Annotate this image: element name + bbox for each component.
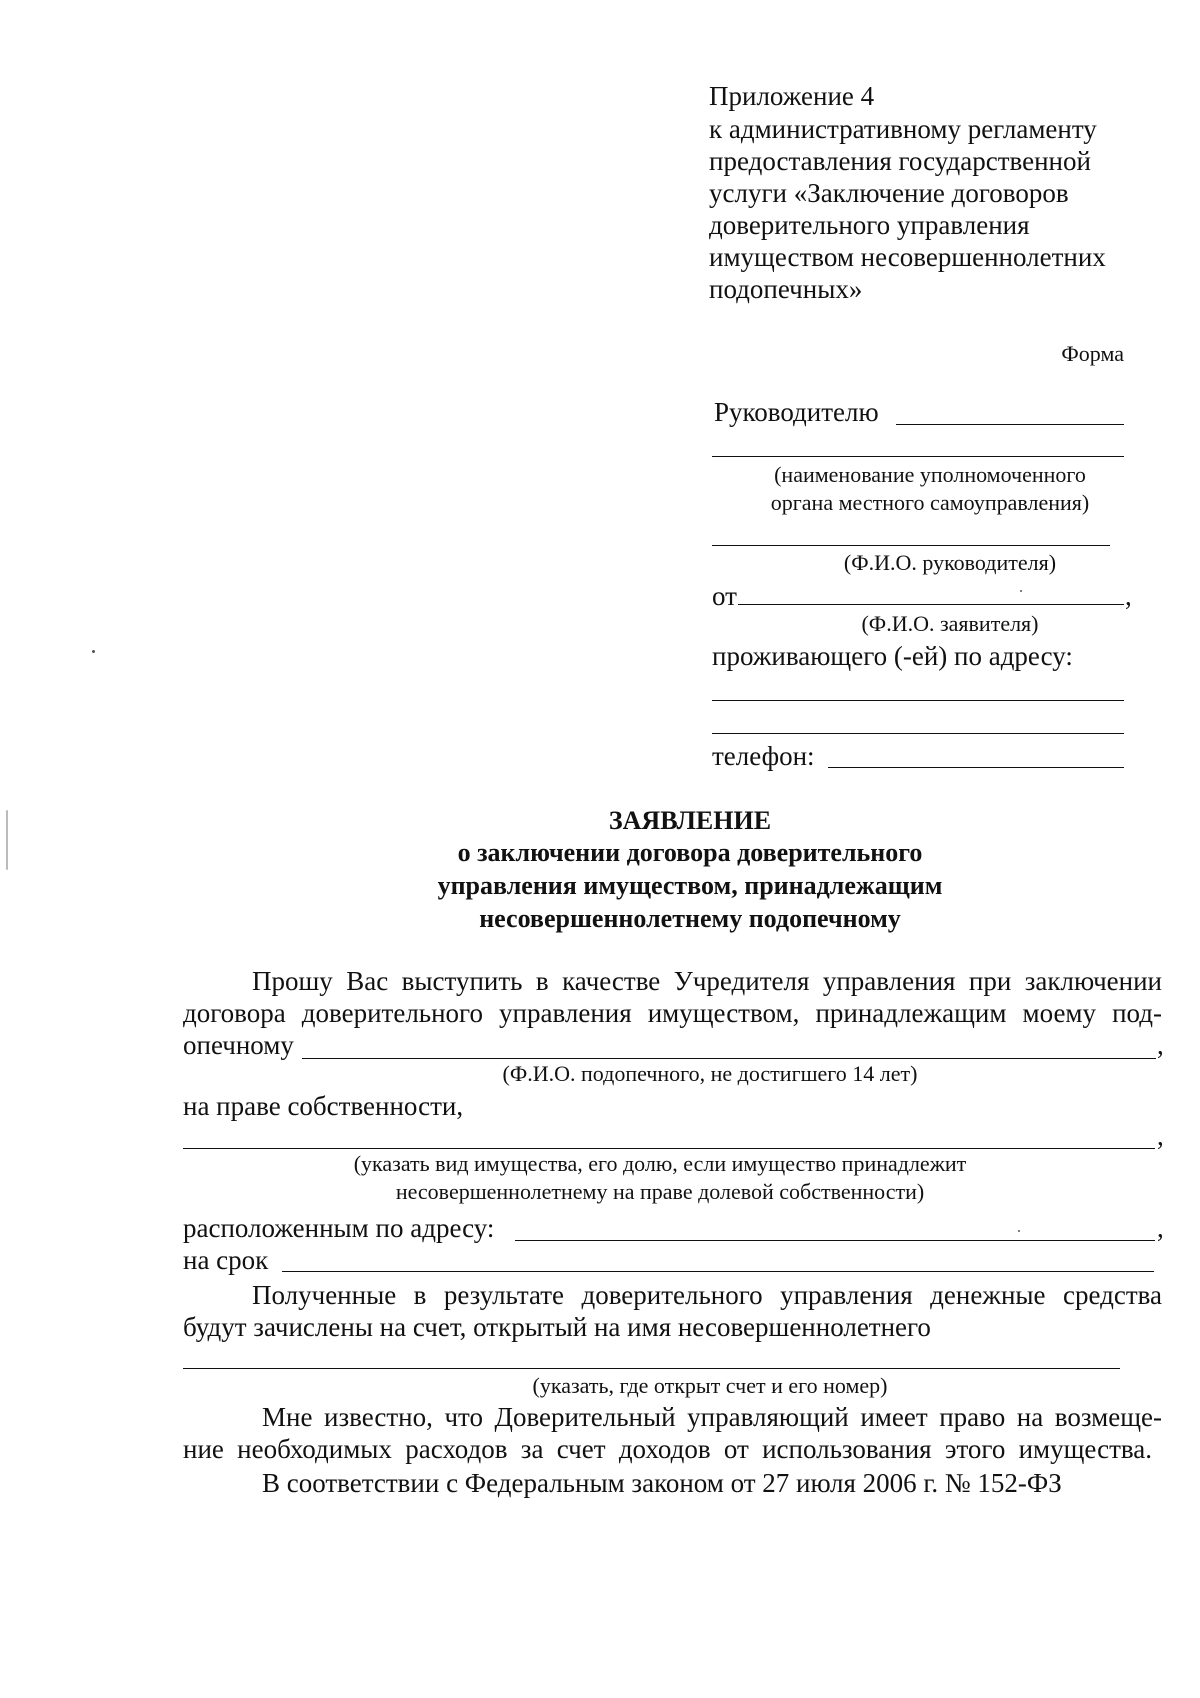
- term-label: на срок: [183, 1245, 269, 1275]
- appendix-line: имуществом несовершеннолетних: [709, 242, 1106, 272]
- paragraph-line: ние необходимых расходов за счет доходов от использования этого имущества.: [183, 1434, 1152, 1464]
- document-subtitle: управления имуществом, принадлежащим: [437, 871, 943, 900]
- scan-edge-mark: [6, 810, 8, 870]
- phone-field[interactable]: [828, 767, 1124, 768]
- address-label: проживающего (-ей) по адресу:: [712, 641, 1073, 671]
- address-field-line-1[interactable]: [712, 700, 1124, 701]
- scan-speck: [1020, 590, 1022, 592]
- property-caption: несовершеннолетнему на праве долевой собственности): [395, 1179, 925, 1204]
- term-field[interactable]: [282, 1271, 1154, 1272]
- comma: ,: [1125, 581, 1132, 611]
- appendix-line: к административному регламенту: [709, 114, 1097, 144]
- authority-caption: (наименование уполномоченного: [774, 462, 1086, 487]
- scan-speck: [1018, 1230, 1020, 1232]
- form-label: Форма: [1061, 341, 1124, 366]
- applicant-caption: (Ф.И.О. заявителя): [861, 611, 1039, 636]
- paragraph-line: В соответствии с Федеральным законом от 27 июля 2006 г. № 152-ФЗ: [262, 1468, 1062, 1498]
- comma: ,: [1157, 1030, 1164, 1060]
- comma: ,: [1157, 1121, 1164, 1151]
- appendix-title: Приложение 4: [709, 81, 875, 111]
- appendix-line: доверительного управления: [709, 210, 1030, 240]
- appendix-line: подопечных»: [709, 274, 863, 304]
- scan-speck: [92, 650, 95, 653]
- from-label: от: [712, 581, 737, 611]
- paragraph-line: будут зачислены на счет, открытый на имя несовершеннолетнего: [183, 1312, 931, 1342]
- appendix-line: услуги «Заключение договоров: [709, 178, 1069, 208]
- head-name-field[interactable]: [712, 545, 1110, 546]
- address-field-line-2[interactable]: [712, 733, 1124, 734]
- head-caption: (Ф.И.О. руководителя): [843, 550, 1057, 575]
- authority-caption: органа местного самоуправления): [770, 490, 1090, 515]
- property-caption: (указать вид имущества, его долю, если имущество принадлежит: [353, 1151, 967, 1176]
- addressee-label: Руководителю: [714, 397, 879, 427]
- document-subtitle: несовершеннолетнему подопечному: [479, 904, 901, 933]
- account-caption: (указать, где открыт счет и его номер): [532, 1373, 888, 1398]
- ward-name-field[interactable]: [302, 1058, 1156, 1059]
- addressee-name-field[interactable]: [896, 424, 1124, 425]
- location-label: расположенным по адресу:: [183, 1213, 495, 1243]
- ward-caption: (Ф.И.О. подопечного, не достигшего 14 лет): [502, 1061, 918, 1086]
- document-subtitle: о заключении договора доверительного: [457, 838, 923, 867]
- property-field[interactable]: [183, 1148, 1155, 1149]
- property-address-field[interactable]: [515, 1240, 1155, 1241]
- ward-label: опечному: [183, 1030, 294, 1060]
- phone-label: телефон:: [712, 741, 815, 771]
- applicant-name-field[interactable]: [738, 604, 1124, 605]
- paragraph-line: Прошу Вас выступить в качестве Учредителя управления при заключении: [252, 966, 1162, 996]
- paragraph-line: договора доверительного управления имуществом, принадлежащим моему под-: [183, 998, 1162, 1028]
- paragraph-line: Полученные в результате доверительного управления денежные средства: [252, 1280, 1162, 1310]
- comma: ,: [1157, 1213, 1164, 1243]
- account-field[interactable]: [183, 1368, 1120, 1369]
- appendix-line: предоставления государственной: [709, 146, 1091, 176]
- authority-name-field[interactable]: [712, 456, 1124, 457]
- paragraph-line: Мне известно, что Доверительный управляющий имеет право на возмеще-: [262, 1402, 1162, 1432]
- ownership-label: на праве собственности,: [183, 1091, 464, 1121]
- document-title: ЗАЯВЛЕНИЕ: [608, 806, 772, 835]
